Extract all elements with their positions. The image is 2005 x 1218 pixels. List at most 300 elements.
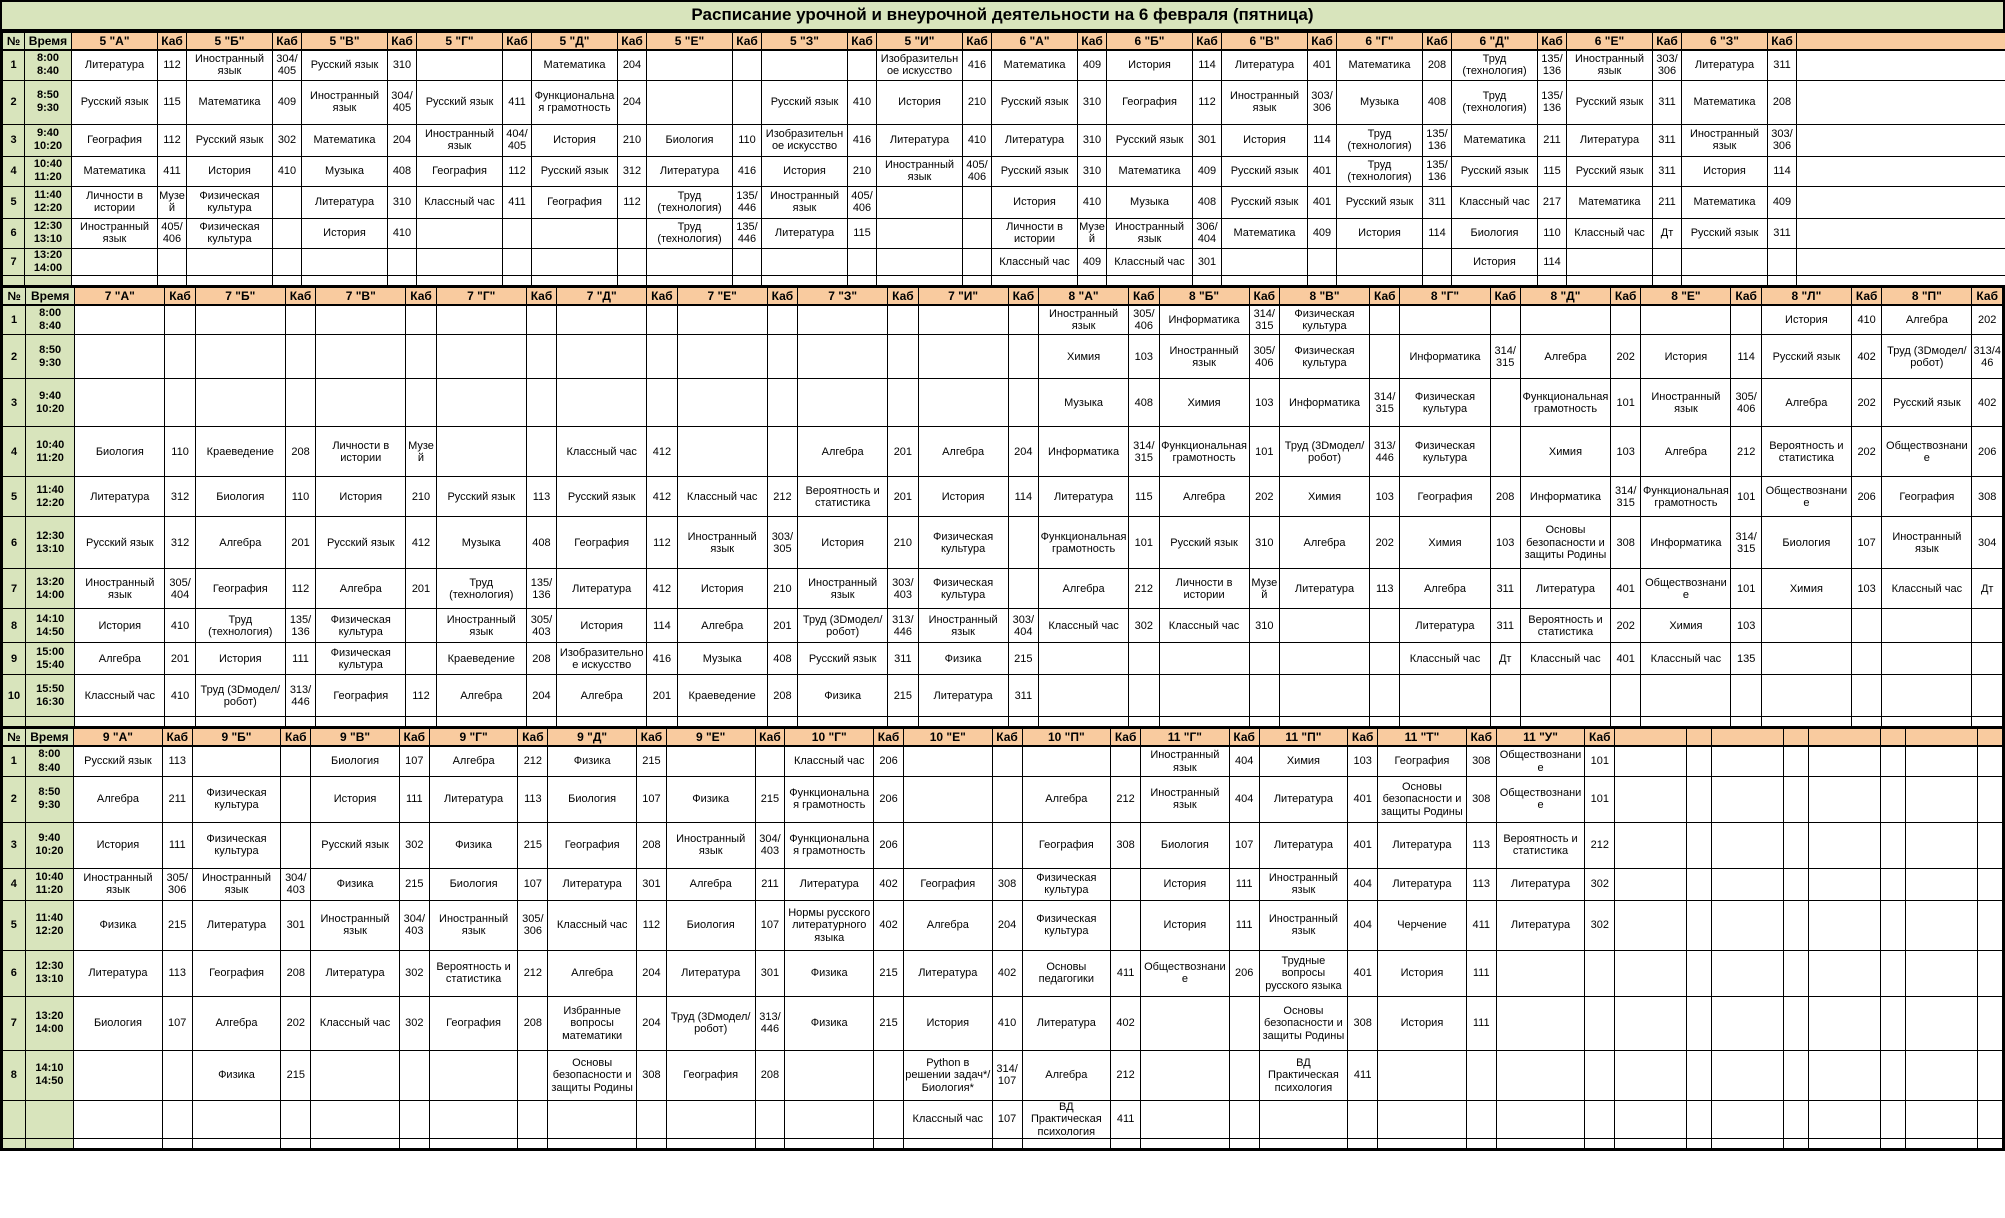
cabinet-cell: 215 [888, 675, 918, 717]
empty-cell [1809, 822, 1881, 868]
lesson-cell: Музыка [1107, 186, 1193, 218]
empty-cell [1905, 900, 1977, 950]
period-row [3, 746, 2003, 776]
cabinet-cell: 404 [1229, 746, 1259, 776]
empty-cell [1348, 1138, 1378, 1148]
header-empty [1712, 728, 1784, 746]
lesson-cell: Иностранный язык [1107, 218, 1193, 248]
empty-cell [963, 275, 992, 285]
lesson-cell [1400, 305, 1490, 335]
cabinet-cell: 410 [1078, 186, 1107, 218]
lesson-cell: Классный час [417, 186, 503, 218]
empty-cell [1809, 1050, 1881, 1100]
empty-cell [273, 275, 302, 285]
empty-cell [1978, 1138, 2003, 1148]
cabinet-cell: 402 [874, 868, 904, 900]
cabinet-cell: 405/406 [963, 156, 992, 186]
cabinet-cell: 408 [388, 156, 417, 186]
lesson-cell: Литература [647, 156, 733, 186]
lesson-cell: География [1882, 477, 1972, 517]
cabinet-cell: 135/136 [285, 609, 315, 643]
period-number: 2 [3, 80, 25, 124]
empty-cell [1712, 950, 1784, 996]
empty-cell [1881, 1100, 1906, 1138]
cabinet-cell: 302 [1129, 609, 1159, 643]
header-kab: Каб [1731, 287, 1761, 305]
cabinet-cell [647, 379, 677, 427]
lesson-cell: Личности в истории [72, 186, 158, 218]
lesson-cell [677, 335, 767, 379]
empty-cell [1784, 746, 1809, 776]
header-class-grades-7-8-3: 7 "Г" [436, 287, 526, 305]
cabinet-cell: 409 [273, 80, 302, 124]
lesson-cell: Классный час [75, 675, 165, 717]
lesson-cell: Литература [557, 569, 647, 609]
cabinet-cell: 113 [1370, 569, 1400, 609]
header-class-grades-5-6-0: 5 "А" [72, 32, 158, 50]
empty-cell [399, 1138, 429, 1148]
empty-cell [1881, 776, 1906, 822]
lesson-cell: Русский язык [1452, 156, 1538, 186]
cabinet-cell: 201 [888, 477, 918, 517]
cabinet-cell: 135/136 [1423, 124, 1452, 156]
lesson-cell: Литература [1682, 50, 1768, 80]
cabinet-cell: 311 [888, 643, 918, 675]
cabinet-cell: 204 [1008, 427, 1038, 477]
header-kab: Каб [518, 728, 548, 746]
empty-cell [1905, 1100, 1977, 1138]
cabinet-cell [406, 609, 436, 643]
lesson-cell [72, 248, 158, 275]
cabinet-cell [1490, 675, 1520, 717]
lesson-cell [1159, 675, 1249, 717]
period-number: 7 [3, 996, 26, 1050]
cabinet-cell: 202 [1851, 427, 1881, 477]
lesson-cell: Русский язык [1882, 379, 1972, 427]
lesson-cell: Химия [1039, 335, 1129, 379]
lesson-cell [192, 1100, 281, 1138]
cabinet-cell: 206 [1972, 427, 2003, 477]
header-kab: Каб [888, 287, 918, 305]
lesson-cell: Алгебра [1022, 776, 1111, 822]
lesson-cell: Иностранный язык [429, 900, 518, 950]
period-number [3, 1100, 26, 1138]
cabinet-cell: 304/405 [388, 80, 417, 124]
lesson-cell: Иностранный язык [1159, 335, 1249, 379]
cabinet-cell [992, 746, 1022, 776]
lesson-cell: Русский язык [992, 80, 1078, 124]
lesson-cell: Функциональная грамотность [1159, 427, 1249, 477]
lesson-cell: Алгебра [1279, 517, 1369, 569]
cabinet-cell [1585, 1100, 1615, 1138]
cabinet-cell [1008, 569, 1038, 609]
empty-cell [1797, 156, 2005, 186]
empty-cell [785, 1138, 874, 1148]
cabinet-cell: 303/306 [1768, 124, 1797, 156]
lesson-cell: Музыка [677, 643, 767, 675]
lesson-cell: Физическая культура [918, 517, 1008, 569]
cabinet-cell [1653, 248, 1682, 275]
cabinet-cell [647, 305, 677, 335]
cabinet-cell [526, 335, 556, 379]
cabinet-cell: 410 [848, 80, 877, 124]
empty-cell [1881, 746, 1906, 776]
cabinet-cell: 409 [1193, 156, 1222, 186]
period-row [3, 427, 2003, 477]
lesson-cell: Информатика [1279, 379, 1369, 427]
lesson-cell [1279, 675, 1369, 717]
lesson-cell: География [192, 950, 281, 996]
lesson-cell: Физическая культура [192, 822, 281, 868]
lesson-cell: География [666, 1050, 755, 1100]
cabinet-cell: 101 [1611, 379, 1641, 427]
cabinet-cell: 408 [526, 517, 556, 569]
cabinet-cell: 314/315 [1490, 335, 1520, 379]
lesson-cell [1222, 248, 1308, 275]
cabinet-cell: 301 [755, 950, 785, 996]
cabinet-cell [848, 248, 877, 275]
lesson-cell: История [918, 477, 1008, 517]
empty-cell [1761, 717, 1851, 727]
empty-cell [1784, 776, 1809, 822]
cabinet-cell [1490, 379, 1520, 427]
lesson-cell: Русский язык [74, 746, 163, 776]
lesson-cell: Классный час [1882, 569, 1972, 609]
lesson-cell: Функциональная грамотность [1039, 517, 1129, 569]
lesson-cell [1520, 305, 1610, 335]
lesson-cell: Иностранный язык [762, 186, 848, 218]
cabinet-cell: 107 [518, 868, 548, 900]
empty-cell [1107, 275, 1193, 285]
lesson-cell: География [903, 868, 992, 900]
cabinet-cell [406, 379, 436, 427]
cabinet-cell: 202 [1249, 477, 1279, 517]
cabinet-cell [406, 335, 436, 379]
lesson-cell [1567, 248, 1653, 275]
cabinet-cell: 402 [992, 950, 1022, 996]
lesson-cell [1882, 675, 1972, 717]
cabinet-cell: 111 [1229, 900, 1259, 950]
schedule-table-grades-7-8 [2, 286, 2003, 728]
cabinet-cell: 304 [1972, 517, 2003, 569]
lesson-cell: Алгебра [903, 900, 992, 950]
lesson-cell [1761, 609, 1851, 643]
empty-cell [1308, 275, 1337, 285]
header-class-grades-5-6-11: 6 "Г" [1337, 32, 1423, 50]
schedule-tables [2, 31, 2003, 1149]
empty-cell [311, 1138, 400, 1148]
header-class-grades-7-8-11: 8 "Г" [1400, 287, 1490, 305]
lesson-cell: Биология [1452, 218, 1538, 248]
cabinet-cell: 308 [1611, 517, 1641, 569]
cabinet-cell: 103 [1348, 746, 1378, 776]
lesson-cell [647, 248, 733, 275]
cabinet-cell [963, 248, 992, 275]
empty-cell [1784, 822, 1809, 868]
cabinet-cell: 210 [767, 569, 797, 609]
lesson-cell: Русский язык [75, 517, 165, 569]
empty-cell [1259, 1138, 1348, 1148]
period-time: 9:40 10:20 [26, 379, 75, 427]
cabinet-cell: 208 [526, 643, 556, 675]
cabinet-cell [503, 218, 532, 248]
cabinet-cell [399, 1100, 429, 1138]
empty-cell [1653, 275, 1682, 285]
period-number: 2 [3, 776, 26, 822]
empty-cell [1008, 717, 1038, 727]
lesson-cell: Музыка [1039, 379, 1129, 427]
empty-cell [1797, 218, 2005, 248]
cabinet-cell [618, 248, 647, 275]
period-time: 11:40 12:20 [25, 900, 73, 950]
empty-cell [526, 717, 556, 727]
lesson-cell: Русский язык [1567, 156, 1653, 186]
lesson-cell [1337, 248, 1423, 275]
empty-cell [1809, 1138, 1881, 1148]
lesson-cell: История [1682, 156, 1768, 186]
schedule-table-grades-9-11 [2, 727, 2003, 1148]
empty-cell [1378, 1138, 1467, 1148]
lesson-cell: Труд (технология) [1337, 156, 1423, 186]
cabinet-cell [285, 335, 315, 379]
lesson-cell: Иностранный язык [74, 868, 163, 900]
lesson-cell [798, 305, 888, 335]
empty-cell [1905, 996, 1977, 1050]
empty-cell [1905, 868, 1977, 900]
lesson-cell: Информатика [1159, 305, 1249, 335]
header-class-grades-9-11-8: 10 "П" [1022, 728, 1111, 746]
lesson-cell: Иностранный язык [302, 80, 388, 124]
period-number: 8 [3, 609, 26, 643]
empty-cell [1423, 275, 1452, 285]
header-class-grades-9-11-3: 9 "Г" [429, 728, 518, 746]
lesson-cell: Личности в истории [992, 218, 1078, 248]
empty-cell [1129, 717, 1159, 727]
header-class-grades-9-11-11: 11 "Т" [1378, 728, 1467, 746]
period-time: 10:40 11:20 [26, 427, 75, 477]
lesson-cell: Иностранный язык [1259, 868, 1348, 900]
cabinet-cell [733, 50, 762, 80]
cabinet-cell [1008, 379, 1038, 427]
empty-cell [1400, 717, 1490, 727]
cabinet-cell: Дт [1490, 643, 1520, 675]
lesson-cell: Русский язык [1222, 156, 1308, 186]
header-time: Время [25, 728, 73, 746]
cabinet-cell: 204 [636, 950, 666, 996]
header-empty [1687, 728, 1712, 746]
header-kab: Каб [1348, 728, 1378, 746]
lesson-cell: Биология [75, 427, 165, 477]
cabinet-cell [158, 248, 187, 275]
cabinet-cell: 308 [1111, 822, 1141, 868]
lesson-cell: Литература [992, 124, 1078, 156]
empty-cell [1797, 248, 2005, 275]
cabinet-cell: 305/306 [518, 900, 548, 950]
lesson-cell [1279, 643, 1369, 675]
cabinet-cell: 312 [618, 156, 647, 186]
period-row [3, 124, 2005, 156]
empty-cell [1905, 1050, 1977, 1100]
spacer-row [3, 1138, 2003, 1148]
lesson-cell [436, 379, 526, 427]
header-empty [1797, 32, 2005, 50]
lesson-cell: Математика [72, 156, 158, 186]
empty-cell [1615, 746, 1687, 776]
lesson-cell [1761, 675, 1851, 717]
lesson-cell: Классный час [1107, 248, 1193, 275]
empty-cell [1881, 996, 1906, 1050]
cabinet-cell: 114 [1008, 477, 1038, 517]
lesson-cell: История [1761, 305, 1851, 335]
empty-cell [518, 1138, 548, 1148]
lesson-cell: Алгебра [429, 746, 518, 776]
period-number: 6 [3, 517, 26, 569]
cabinet-cell: 408 [1423, 80, 1452, 124]
cabinet-cell: 312 [165, 517, 195, 569]
header-kab: Каб [636, 728, 666, 746]
cabinet-cell [165, 379, 195, 427]
cabinet-cell: 114 [1538, 248, 1567, 275]
lesson-cell: Физика [192, 1050, 281, 1100]
cabinet-cell: 135/136 [1423, 156, 1452, 186]
cabinet-cell: 302 [1585, 900, 1615, 950]
cabinet-cell: 314/107 [992, 1050, 1022, 1100]
empty-cell [1978, 746, 2003, 776]
lesson-cell: Русский язык [1107, 124, 1193, 156]
lesson-cell: Алгебра [918, 427, 1008, 477]
cabinet-cell: 215 [874, 996, 904, 1050]
period-row [3, 900, 2003, 950]
cabinet-cell: 412 [647, 477, 677, 517]
cabinet-cell: 311 [1008, 675, 1038, 717]
lesson-cell: Иностранный язык [1141, 776, 1230, 822]
empty-cell [72, 275, 158, 285]
empty-cell [1972, 717, 2003, 727]
cabinet-cell: 314/315 [1370, 379, 1400, 427]
lesson-cell: Алгебра [798, 427, 888, 477]
period-number: 1 [3, 746, 26, 776]
header-kab: Каб [1308, 32, 1337, 50]
empty-cell [195, 717, 285, 727]
cabinet-cell: 314/315 [1249, 305, 1279, 335]
cabinet-cell: 114 [1731, 335, 1761, 379]
period-row [3, 996, 2003, 1050]
empty-cell [1797, 50, 2005, 80]
lesson-cell: Иностранный язык [1222, 80, 1308, 124]
empty-cell [1615, 868, 1687, 900]
lesson-cell: Русский язык [1682, 218, 1768, 248]
lesson-cell: Алгебра [192, 996, 281, 1050]
lesson-cell [429, 1100, 518, 1138]
lesson-cell [429, 1050, 518, 1100]
cabinet-cell: 204 [388, 124, 417, 156]
cabinet-cell [618, 218, 647, 248]
lesson-cell: Русский язык [417, 80, 503, 124]
cabinet-cell: 401 [1611, 643, 1641, 675]
cabinet-cell [1370, 609, 1400, 643]
lesson-cell: Труд (технология) [436, 569, 526, 609]
empty-cell [162, 1138, 192, 1148]
lesson-cell: История [557, 609, 647, 643]
empty-cell [1466, 1138, 1496, 1148]
header-class-grades-5-6-13: 6 "Е" [1567, 32, 1653, 50]
cabinet-cell [636, 1100, 666, 1138]
spacer-row [3, 275, 2005, 285]
empty-cell [1978, 1050, 2003, 1100]
cabinet-cell [767, 427, 797, 477]
header-class-grades-7-8-14: 8 "Л" [1761, 287, 1851, 305]
cabinet-cell [733, 248, 762, 275]
lesson-cell [1039, 643, 1129, 675]
lesson-cell: Русский язык [1222, 186, 1308, 218]
empty-cell [1687, 900, 1712, 950]
lesson-cell: Литература [1378, 868, 1467, 900]
cabinet-cell: 112 [503, 156, 532, 186]
empty-cell [1585, 1138, 1615, 1148]
cabinet-cell: 202 [1972, 305, 2003, 335]
empty-cell [1538, 275, 1567, 285]
cabinet-cell [1423, 248, 1452, 275]
cabinet-cell: 211 [1538, 124, 1567, 156]
cabinet-cell: 215 [636, 746, 666, 776]
empty-cell [75, 717, 165, 727]
cabinet-cell: 112 [285, 569, 315, 609]
cabinet-cell [1370, 305, 1400, 335]
cabinet-cell: 208 [767, 675, 797, 717]
empty-cell [918, 717, 1008, 727]
cabinet-cell: 410 [388, 218, 417, 248]
header-class-grades-5-6-3: 5 "Г" [417, 32, 503, 50]
lesson-cell: Классный час [1400, 643, 1490, 675]
lesson-cell: Труд (3Dмодел/робот) [666, 996, 755, 1050]
header-class-grades-5-6-10: 6 "В" [1222, 32, 1308, 50]
empty-cell [1881, 1050, 1906, 1100]
lesson-cell [316, 305, 406, 335]
cabinet-cell: 115 [1129, 477, 1159, 517]
cabinet-cell: 103 [1129, 335, 1159, 379]
header-class-grades-5-6-12: 6 "Д" [1452, 32, 1538, 50]
header-class-grades-5-6-5: 5 "Е" [647, 32, 733, 50]
lesson-cell: Алгебра [548, 950, 637, 996]
header-kab: Каб [647, 287, 677, 305]
lesson-cell [557, 335, 647, 379]
period-row [3, 379, 2003, 427]
lesson-cell: Литература [548, 868, 637, 900]
lesson-cell: География [1107, 80, 1193, 124]
cabinet-cell: 110 [1538, 218, 1567, 248]
period-number: 8 [3, 1050, 26, 1100]
cabinet-cell: 314/315 [1731, 517, 1761, 569]
empty-cell [755, 1138, 785, 1148]
cabinet-cell [1851, 675, 1881, 717]
cabinet-cell [165, 305, 195, 335]
lesson-cell: Русский язык [798, 643, 888, 675]
lesson-cell [918, 379, 1008, 427]
empty-cell [877, 275, 963, 285]
lesson-cell [1039, 675, 1129, 717]
period-number: 4 [3, 156, 25, 186]
cabinet-cell [755, 1100, 785, 1138]
cabinet-cell: 215 [1008, 643, 1038, 675]
empty-cell [1193, 275, 1222, 285]
cabinet-cell [992, 822, 1022, 868]
cabinet-cell: 107 [1229, 822, 1259, 868]
cabinet-cell: 402 [1111, 996, 1141, 1050]
lesson-cell: География [548, 822, 637, 868]
lesson-cell: Иностранный язык [1259, 900, 1348, 950]
lesson-cell: Биология [548, 776, 637, 822]
cabinet-cell: 113 [162, 950, 192, 996]
